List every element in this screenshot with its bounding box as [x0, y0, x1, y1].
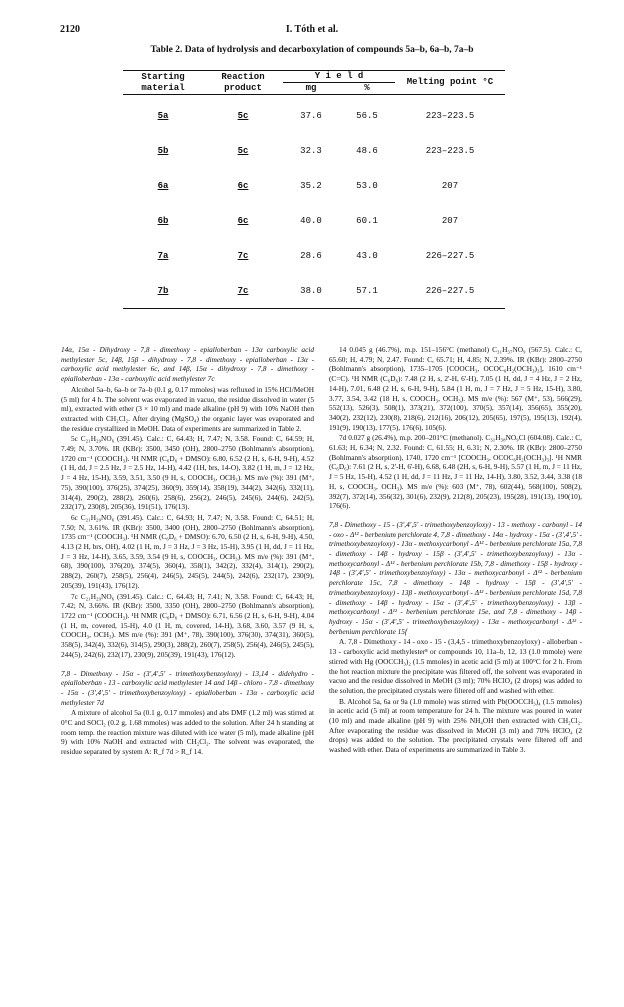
- cell-yield-pct: 48.6: [356, 145, 378, 156]
- paragraph: Alcohol 5a–b, 6a–b or 7a–b (0.1 g, 0.17 mmoles) was refluxed in 15% HCl/MeOH (5 ml) for 4 h. The solvent was evaporated in vacuo, the residue dissolved in water (5 ml), extracted with ether (3 × 10 ml) and made alkaline (pH 9) with 10% NaOH then extracted with CH₂Cl₂. After drying (MgSO₄) the organic layer was evaporated and the residue crystallized in MeOH. Data of experiments are summarized in Table 2.: [61, 384, 314, 433]
- table-row: [123, 98, 505, 133]
- paragraph: 14 0.045 g (46.7%), m.p. 151–156°C (methanol) C₃₁H₃₇NO₉ (567.5). Calc.: C, 65.60; H, 4.79; N, 2.47. Found: C, 65.71; H, 4.85; N, 2.39%. IR (KBr): 2800–2750 (Bohlmann's absorption), 1735–1705 [COOCH₃, OCOC₆H₂(OCH₃)₃], 1610 cm⁻¹ (C=C). ¹H NMR (C₆D₆): 7.48 (2 H, s, 2'-H, 6'-H), 7.05 (1 H, dd, J = 4 Hz, J = 2 Hz, 14-H), 7.01, 6.48 (2 H, s, 6-H, 9-H), 5.84 (1 H, m, J = 7 Hz, J = 5 Hz, 15-H), 3.80, 3.77, 3.54, 3.42 (18 H, s, COOCH₃, OCH₃). MS m/e (%): 567 (M⁺, 53), 566(29), 552(13), 526(3), 508(1), 373(21), 372(100), 370(5), 357(14), 356(65), 355(20), 340(2), 232(12), 230(8), 218(6), 212(16), 206(12), 205(65), 197(5), 195(13), 192(4), 191(9), 190(13), 177(5), 176(6), 105(6).: [329, 345, 582, 432]
- right-column: [329, 345, 582, 756]
- col-header-pct: %: [339, 83, 395, 95]
- cell-reaction-product: 6c: [237, 180, 249, 191]
- section-heading: 7,8 - Dimethoxy - 15α - (3',4',5' - trimethoxybenzoyloxy) - 13,14 - didehydro - epialloberban - 13 - carboxylic acid methylester 14 and 14β - chloro - 7,8 - dimethoxy - 15α - (3',4',5' - trimethoxybenzoyloxy) - epialloberban - 13α - carboxylic acid methylester 7d: [61, 668, 314, 707]
- paragraph-gap: [329, 512, 582, 520]
- paragraph-gap: [61, 661, 314, 669]
- page-header: [60, 24, 564, 38]
- cell-yield-pct: 53.0: [356, 180, 378, 191]
- cell-melting-point: 207: [441, 180, 459, 191]
- cell-reaction-product: 6c: [237, 215, 249, 226]
- data-table: [123, 70, 505, 311]
- cell-yield-mg: 28.6: [300, 250, 322, 261]
- cell-melting-point: 223–223.5: [425, 145, 475, 156]
- cell-reaction-product: 7c: [237, 285, 249, 296]
- table-body: [123, 98, 505, 309]
- cell-yield-mg: 35.2: [300, 180, 322, 191]
- col-header-mg: mg: [283, 83, 339, 95]
- col-header-starting: Starting material: [141, 71, 185, 93]
- section-heading: 7,8 - Dimethoxy - 15 - (3',4',5' - trimethoxybenzoyloxy) - 13 - methoxy - carbonyl - 14 - oxo - Δ¹² - berbenium perchlorate 4, 7,8 - dimethoxy - 14α - hydroxy - 15α - (3',4',5' - trimethoxybenzoyloxy) - 13α - methoxycarbonyl - Δ¹² - berbenium perchlorate 15a, 7,8 - dimethoxy - 14β - hydroxy - 15β - (3',4',5' - trimethoxybenzoyloxy) - 13α - methoxycarbonyl - Δ¹² - berbenium perchlorate 15b, 7,8 - dimethoxy - 15β - hydroxy - 14β - (3',4',5' - trimethoxybenzoyloxy) - 13α - methoxycarbonyl - Δ¹² - berbenium perchlorate 15c, 7,8 - dimethoxy - 14β - hydroxy - 15β - (3',4',5' - trimethoxybenzoyloxy) - 13β - methoxycarbonyl - Δ¹² - berbenium perchlorate 15d, 7,8 - dimethoxy - 14β - hydroxy - 15α - (3',4',5' - trimethoxybenzoyloxy) - 13β - methoxycarbonyl - Δ¹² - berbenium perchlorate 15e, and 7,8 - dimethoxy - 14β - hydroxy - 15α - (3',4',5' - trimethoxybenzoyloxy) - 13α - methoxycarbonyl - Δ¹² - berbenium perchlorate 15f: [329, 519, 582, 636]
- cell-melting-point: 226–227.5: [425, 285, 475, 296]
- col-header-mp: Melting point °C: [406, 77, 494, 87]
- running-authors: I. Tóth et al.: [285, 24, 339, 35]
- cell-starting-material: 7a: [157, 250, 169, 261]
- cell-starting-material: 6b: [157, 215, 169, 226]
- cell-yield-mg: 40.0: [300, 215, 322, 226]
- cell-reaction-product: 7c: [237, 250, 249, 261]
- col-header-yield: Y i e l d: [314, 71, 364, 81]
- table-row: [123, 168, 505, 203]
- cell-yield-pct: 43.0: [356, 250, 378, 261]
- paragraph: A. 7,8 - Dimethoxy - 14 - oxo - 15 - (3,4,5 - trimethoxybenzoyloxy) - alloberban - 13 - carboxylic acid methylester⁸ or compounds 10, 11a–b, 12, 13 (1.0 mmole) were stirred with Hg (OOCCH₃)₂ (1.5 mmoles) in acetic acid (5 ml) at 100°C for 2 h. From the hot reaction mixture the precipitate was filtered off, the solvent was evaporated in vacuo and the residue dissolved in MeOH (3 ml); 70% HClO₄ (2 drops) was added to the solution, the precipitated crystals were filtered off and washed with ether.: [329, 637, 582, 695]
- cell-yield-mg: 37.6: [300, 110, 322, 121]
- page-number: 2120: [60, 24, 80, 35]
- cell-yield-pct: 56.5: [356, 110, 378, 121]
- table-row: [123, 203, 505, 238]
- table-row: [123, 273, 505, 309]
- paragraph: 6c C₂₁H₂₉NO₆ (391.45). Calc.: C, 64.93; H, 7.47; N, 3.58. Found: C, 64.51; H, 7.50; N, 3.61%. IR (KBr): 3500, 3400 (OH), 2800–2750 (Bohlmann's absorption), 1735 cm⁻¹ (COOCH₃). ¹H NMR (C₆D₆ + DMSO): 6.70, 6.50 (2 H, s, 6-H, 9-H), 4.50, 4.13 (2 H, brs, OH), 4.02 (1 H, m, J = 3 Hz, J = 3 Hz, 15-H), 3.95 (1 H, dd, J = 11 Hz, J = 3 Hz, 14-H), 3.65, 3.59, 3.54 (9 H, s, COOCH₃, OCH₃). MS m/e (%): 391 (M⁺, 68), 390(100), 376(20), 374(5), 360(4), 358(1), 342(2), 332(4), 314(1), 290(2), 288(2), 260(7), 258(5), 256(4), 246(5), 245(5), 244(5), 242(6), 232(17), 230(9), 205(39), 191(43), 176(12).: [61, 512, 314, 590]
- cell-melting-point: 226–227.5: [425, 250, 475, 261]
- cell-reaction-product: 5c: [237, 145, 249, 156]
- paragraph: A mixture of alcohol 5a (0.1 g, 0.17 mmoles) and abs DMF (1.2 ml) was stirred at 0°C and SOCl₂ (0.2 g, 1.68 mmoles) was added to the solution. After 24 h standing at room temp. the reaction mixture was diluted with ice water (5 ml), made alkaline (pH 9) with 10% NaOH and extracted with CH₂Cl₂. The solvent was evaporated, the residue separated by system A: R_f 7d > R_f 14.: [61, 708, 314, 757]
- table-caption: Table 2. Data of hydrolysis and decarboxylation of compounds 5a–b, 6a–b, 7a–b: [150, 45, 474, 55]
- cell-yield-mg: 38.0: [300, 285, 322, 296]
- cell-reaction-product: 5c: [237, 110, 249, 121]
- table-row: [123, 133, 505, 168]
- cell-melting-point: 223–223.5: [425, 110, 475, 121]
- cell-yield-pct: 60.1: [356, 215, 378, 226]
- cell-starting-material: 7b: [157, 285, 169, 296]
- col-header-reaction: Reaction product: [221, 71, 265, 93]
- cell-yield-mg: 32.3: [300, 145, 322, 156]
- table-row: [123, 238, 505, 273]
- cell-starting-material: 5a: [157, 110, 169, 121]
- paragraph: 7c C₂₁H₂₉NO₆ (391.45). Calc.: C, 64.43; H, 7.41; N, 3.58. Found: C, 64.43; H, 7.42; N, 3.66%. IR (KBr): 3500, 3350 (OH), 2800–2750 (Bohlmann's absorption), 1722 cm⁻¹ (COOCH₃). ¹H NMR (C₆D₆ + DMSO): 6.71, 6.56 (2 H, s, 6-H, 9-H), 4.04 (1 H, m, covered, 15-H), 4.0 (1 H, m, covered, 14-H), 3.68, 3.60, 3.57 (9 H, s, COOCH₃, OCH₃). MS m/e (%): 391 (M⁺, 78), 390(100), 376(30), 374(31), 360(5), 358(5), 342(4), 332(6), 314(5), 290(3), 288(2), 260(7), 258(5), 256(4), 246(5), 245(5), 244(5), 242(6), 232(17), 230(9), 205(39), 191(43), 176(12).: [61, 591, 314, 659]
- paragraph: B. Alcohol 5a, 6a or 9a (1.0 mmole) was stirred with Pb(OOCCH₃)₄ (1.5 mmoles) in acetic acid (5 ml) at room temperature for 24 h. The mixture was poured in water (10 ml) and made alkaline (pH 9) with 25% NH₄OH then extracted with CH₂Cl₂. After evaporating the residue was dissolved in MeOH (3 ml) and 70% HClO₄ (2 drops) was added to the solution. The precipitated crystals were filtered off and washed with ether. Data of experiments are summarized in Table 3.: [329, 696, 582, 755]
- cell-starting-material: 5b: [157, 145, 169, 156]
- cell-yield-pct: 57.1: [356, 285, 378, 296]
- paragraph: 7d 0.027 g (26.4%), m.p. 200–201°C (methanol). C₃₁H₃₈NO₉Cl (604.08). Calc.: C, 61.63; H, 6.34; N, 2.32. Found: C, 61.55; H, 6.31; N, 2.30%. IR (KBr): 2800–2750 (Bohlmann's absorption), 1740, 1720 cm⁻¹ [COOCH₃, OCOC₆H₂(OCH₃)₃]. ¹H NMR (C₆D₆): 7.61 (2 H, s, 2'-H, 6'-H), 6.68, 6.48 (2H, s, 6-H, 9-H), 5.57 (1 H, m, J = 11 Hz, J = 5 Hz, 15-H), 4.52 (1 H, dd, J = 11 Hz, J = 11 Hz, 14-H), 3.80, 3.52, 3.44, 3.38 (18 H, s, COOCH₃, OCH₃). MS m/e (%): 603 (M⁺, 78), 602(44), 568(100), 508(2), 392(7), 372(14), 356(32), 301(6), 232(9), 212(8), 205(23), 195(28), 191(13), 190(10), 176(6).: [329, 433, 582, 511]
- section-heading: 14α, 15α - Dihydroxy - 7,8 - dimethoxy - epialloberban - 13α carboxylic acid methylester 5c, 14β, 15β - dihydroxy - 7,8 - dimethoxy - epialloberban - 13α - carboxylic acid methylester 6c, and 14β, 15α - dihydroxy - 7,8 - dimethoxy - epialloberban - 13α - carboxylic acid methylester 7c: [61, 345, 314, 384]
- cell-starting-material: 6a: [157, 180, 169, 191]
- cell-melting-point: 207: [441, 215, 459, 226]
- paragraph: 5c C₂₁H₂₉NO₆ (391.45). Calc.: C, 64.43; H, 7.47; N, 3.58. Found: C, 64.59; H, 7.49; N, 3.70%. IR (KBr): 3500, 3450 (OH), 2800–2750 (Bohlmann's absorption), 1720 cm⁻¹ (COOCH₃). ¹H NMR (C₆D₆ + DMSO): 6.80, 6.52 (2 H, s, 6-H, 9-H), 4.52 (1 H, dd, J = 2.5 Hz, J = 2.5 Hz, 14-H), 4.42 (1H, brs, 14-O), 3.82 (1 H, m, J = 12 Hz, J = 4 Hz, 15-H), 3.59, 3.51, 3.50 (9 H, s, COOCH₃, OCH₃). MS m/e (%): 391 (M⁺, 75), 390(100), 376(25), 374(25), 360(9), 359(14), 358(19), 344(2), 342(6), 332(11), 314(4), 290(2), 288(2), 260(6), 258(6), 256(2), 246(5), 245(6), 244(6), 242(5), 232(17), 230(8), 205(36), 191(51), 176(13).: [61, 434, 314, 512]
- left-column: [61, 345, 314, 758]
